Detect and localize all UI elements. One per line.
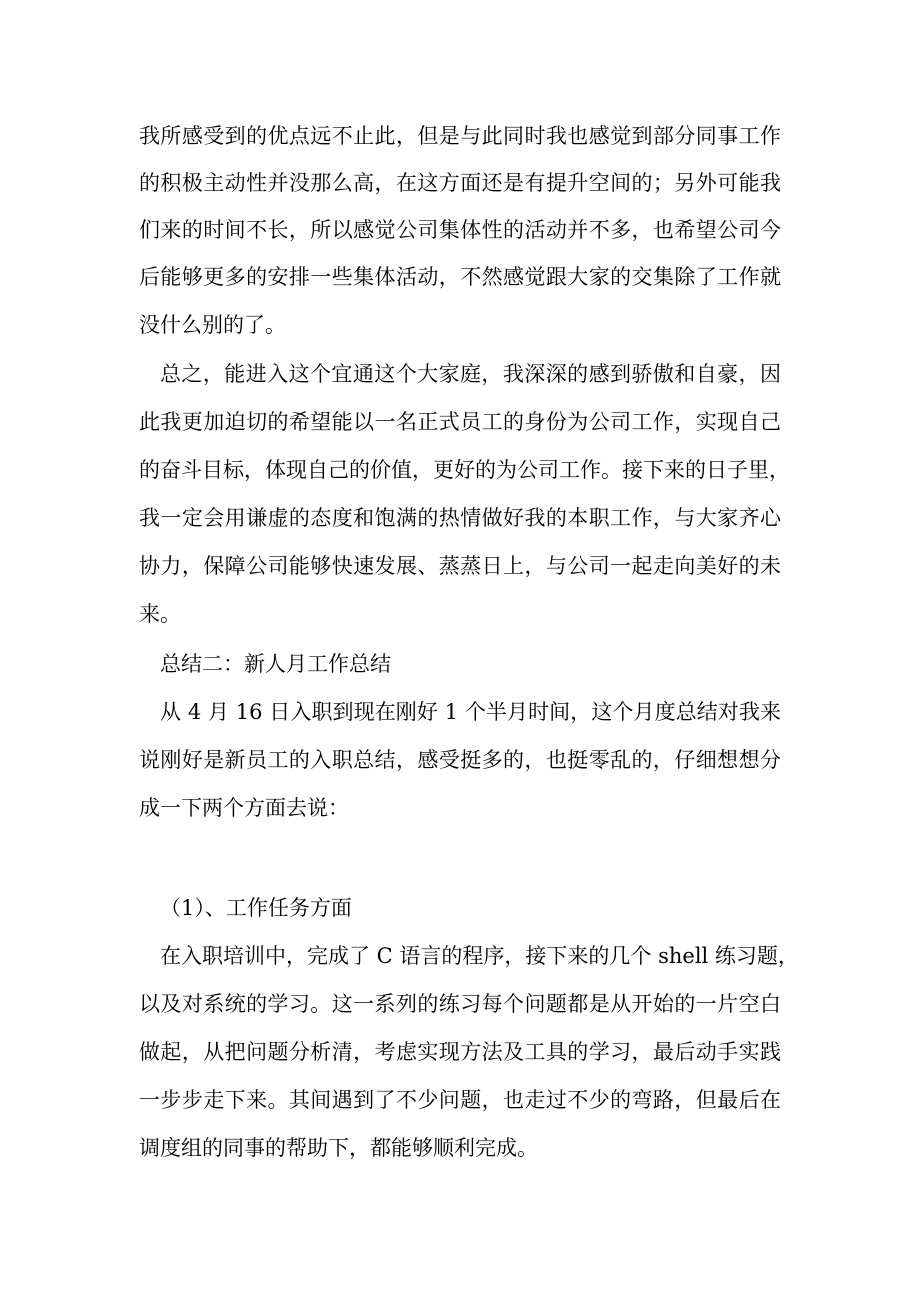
text-line: 总之，能进入这个宜通这个大家庭，我深深的感到骄傲和自豪，因 [160,362,781,386]
text-line: 一步步走下来。其间遇到了不少问题，也走过不少的弯路，但最后在 [139,1088,781,1112]
text-line: 调度组的同事的帮助下，都能够顺利完成。 [139,1136,538,1160]
text-line: 我所感受到的优点远不止此，但是与此同时我也感觉到部分同事工作 [139,124,781,148]
text-line: 们来的时间不长，所以感觉公司集体性的活动并不多，也希望公司今 [139,218,781,242]
section-heading: 总结二：新人月工作总结 [160,652,391,676]
text-line: 的奋斗目标，体现自己的价值，更好的为公司工作。接下来的日子里， [139,458,790,482]
text-line: 来。 [139,602,181,626]
text-line: 协力，保障公司能够快速发展、蒸蒸日上，与公司一起走向美好的未 [139,554,781,578]
text-line: 的积极主动性并没那么高，在这方面还是有提升空间的；另外可能我 [139,171,781,195]
text-line: 说刚好是新员工的入职总结，感受挺多的，也挺零乱的，仔细想想分 [139,748,781,772]
text-line: 做起，从把问题分析清，考虑实现方法及工具的学习，最后动手实践 [139,1040,781,1064]
text-line: 我一定会用谦虚的态度和饱满的热情做好我的本职工作，与大家齐心 [139,506,781,530]
text-line: 以及对系统的学习。这一系列的练习每个问题都是从开始的一片空白 [139,992,781,1016]
text-line: 成一下两个方面去说： [139,796,349,820]
text-line: 没什么别的了。 [139,313,286,337]
text-line: 从 4 月 16 日入职到现在刚好 1 个半月时间，这个月度总结对我来 [160,700,781,724]
text-line: 在入职培训中，完成了 C 语言的程序，接下来的几个 shell 练习题， [160,944,799,968]
text-line: 后能够更多的安排一些集体活动，不然感觉跟大家的交集除了工作就 [139,265,781,289]
subsection-heading: （1）、工作任务方面 [160,896,352,920]
text-line: 此我更加迫切的希望能以一名正式员工的身份为公司工作，实现自己 [139,410,781,434]
